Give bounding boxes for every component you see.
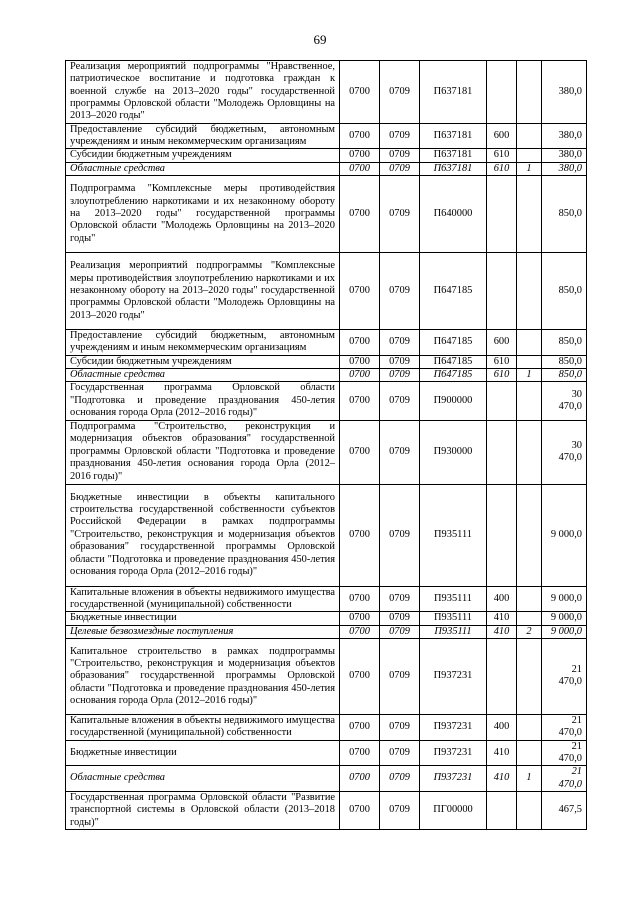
section-code-cell: 0700 — [340, 123, 380, 149]
subsection-code-cell: 0709 — [380, 612, 420, 625]
target-article-cell: П930000 — [420, 420, 487, 484]
subsection-code-cell: 0709 — [380, 369, 420, 382]
row-name-cell: Бюджетные инвестиции — [66, 612, 340, 625]
section-code-cell: 0700 — [340, 740, 380, 766]
funding-source-cell — [517, 253, 542, 330]
section-code-cell: 0700 — [340, 369, 380, 382]
funding-source-cell — [517, 420, 542, 484]
expense-type-cell: 410 — [487, 766, 517, 792]
expense-type-cell: 610 — [487, 355, 517, 368]
row-name-cell: Подпрограмма "Комплексные меры противодействия злоупотреблению наркотиками и их незаконному обороту на 2013–2020 годы" государственной программы Орловской области "Молодежь Орловщины на 2013–2020 годы" — [66, 176, 340, 253]
row-name-cell: Государственная программа Орловской области "Подготовка и проведение празднования 450-летия основания города Орла (2012–2016 годы)" — [66, 382, 340, 420]
subsection-code-cell: 0709 — [380, 791, 420, 829]
expense-type-cell: 400 — [487, 586, 517, 612]
expense-type-cell: 610 — [487, 162, 517, 175]
target-article-cell: П935111 — [420, 625, 487, 638]
expense-type-cell — [487, 638, 517, 714]
section-code-cell: 0700 — [340, 330, 380, 356]
amount-cell: 380,0 — [542, 123, 587, 149]
row-name-cell: Целевые безвозмездные поступления — [66, 625, 340, 638]
section-code-cell: 0700 — [340, 625, 380, 638]
row-name-cell: Бюджетные инвестиции в объекты капитального строительства государственной собственности субъектов Российской Федерации в рамках подпрограммы "Строительство, реконструкция и модернизация объектов образования" государственной программы Орловской области "Подготовка и проведение празднования 450-летия основания города Орла (2012–2016 годы)" — [66, 484, 340, 586]
funding-source-cell — [517, 484, 542, 586]
table-body — [66, 61, 587, 830]
table-row — [66, 382, 587, 420]
row-name-cell: Капитальные вложения в объекты недвижимого имущества государственной (муниципальной) собственности — [66, 586, 340, 612]
target-article-cell: П637181 — [420, 123, 487, 149]
section-code-cell: 0700 — [340, 638, 380, 714]
subsection-code-cell: 0709 — [380, 123, 420, 149]
section-code-cell: 0700 — [340, 791, 380, 829]
budget-table — [65, 60, 587, 830]
row-name-cell: Предоставление субсидий бюджетным, автономным учреждениям и иным некоммерческим организациям — [66, 330, 340, 356]
expense-type-cell: 610 — [487, 149, 517, 162]
expense-type-cell: 610 — [487, 369, 517, 382]
target-article-cell: П937231 — [420, 766, 487, 792]
amount-cell: 850,0 — [542, 369, 587, 382]
table-row — [66, 176, 587, 253]
row-name-cell: Областные средства — [66, 369, 340, 382]
target-article-cell: П937231 — [420, 638, 487, 714]
subsection-code-cell: 0709 — [380, 484, 420, 586]
amount-cell: 467,5 — [542, 791, 587, 829]
table-row — [66, 740, 587, 766]
subsection-code-cell: 0709 — [380, 766, 420, 792]
table-row — [66, 612, 587, 625]
funding-source-cell — [517, 586, 542, 612]
section-code-cell: 0700 — [340, 420, 380, 484]
funding-source-cell — [517, 61, 542, 124]
amount-cell: 9 000,0 — [542, 625, 587, 638]
expense-type-cell — [487, 176, 517, 253]
amount-cell: 21 470,0 — [542, 714, 587, 740]
row-name-cell: Капитальное строительство в рамках подпрограммы "Строительство, реконструкция и модернизация объектов образования" государственной программы Орловской области "Подготовка и проведение празднования 450-летия основания города Орла (2012–2016 годы)" — [66, 638, 340, 714]
amount-cell: 380,0 — [542, 162, 587, 175]
table-row — [66, 766, 587, 792]
subsection-code-cell: 0709 — [380, 61, 420, 124]
amount-cell: 9 000,0 — [542, 586, 587, 612]
target-article-cell: П647185 — [420, 330, 487, 356]
table-row — [66, 369, 587, 382]
target-article-cell: П637181 — [420, 61, 487, 124]
subsection-code-cell: 0709 — [380, 162, 420, 175]
row-name-cell: Бюджетные инвестиции — [66, 740, 340, 766]
table-row — [66, 791, 587, 829]
section-code-cell: 0700 — [340, 586, 380, 612]
amount-cell: 380,0 — [542, 61, 587, 124]
section-code-cell: 0700 — [340, 766, 380, 792]
row-name-cell: Реализация мероприятий подпрограммы "Комплексные меры противодействия злоупотреблению наркотиками и их незаконному обороту на 2013–2020 годы" государственной программы Орловской области "Молодежь Орловщины на 2013–2020 годы" — [66, 253, 340, 330]
amount-cell: 9 000,0 — [542, 484, 587, 586]
funding-source-cell — [517, 123, 542, 149]
amount-cell: 9 000,0 — [542, 612, 587, 625]
subsection-code-cell: 0709 — [380, 149, 420, 162]
section-code-cell: 0700 — [340, 176, 380, 253]
table-row — [66, 484, 587, 586]
funding-source-cell — [517, 176, 542, 253]
table-row — [66, 123, 587, 149]
target-article-cell: П637181 — [420, 162, 487, 175]
expense-type-cell — [487, 253, 517, 330]
funding-source-cell: 1 — [517, 369, 542, 382]
subsection-code-cell: 0709 — [380, 382, 420, 420]
target-article-cell: П647185 — [420, 369, 487, 382]
funding-source-cell: 1 — [517, 766, 542, 792]
page-number: 69 — [313, 32, 327, 47]
section-code-cell: 0700 — [340, 484, 380, 586]
row-name-cell: Субсидии бюджетным учреждениям — [66, 149, 340, 162]
subsection-code-cell: 0709 — [380, 176, 420, 253]
target-article-cell: П935111 — [420, 484, 487, 586]
expense-type-cell — [487, 420, 517, 484]
row-name-cell: Реализация мероприятий подпрограммы "Нравственное, патриотическое воспитание и подготовка граждан к военной службе на 2013–2020 годы" государственной программы Орловской области "Молодежь Орловщины на 2013–2020 годы" — [66, 61, 340, 124]
row-name-cell: Капитальные вложения в объекты недвижимого имущества государственной (муниципальной) собственности — [66, 714, 340, 740]
subsection-code-cell: 0709 — [380, 740, 420, 766]
amount-cell: 850,0 — [542, 176, 587, 253]
amount-cell: 21 470,0 — [542, 740, 587, 766]
subsection-code-cell: 0709 — [380, 253, 420, 330]
section-code-cell: 0700 — [340, 382, 380, 420]
target-article-cell: П647185 — [420, 355, 487, 368]
table-row — [66, 420, 587, 484]
table-row — [66, 625, 587, 638]
expense-type-cell: 600 — [487, 123, 517, 149]
table-row — [66, 253, 587, 330]
amount-cell: 21 470,0 — [542, 638, 587, 714]
amount-cell: 21 470,0 — [542, 766, 587, 792]
row-name-cell: Подпрограмма "Строительство, реконструкция и модернизация объектов образования" государственной программы Орловской области "Подготовка и проведение празднования 450-летия основания города Орла (2012–2016 годы)" — [66, 420, 340, 484]
row-name-cell: Государственная программа Орловской области "Развитие транспортной системы в Орловской области (2013–2018 годы)" — [66, 791, 340, 829]
amount-cell: 30 470,0 — [542, 420, 587, 484]
funding-source-cell — [517, 638, 542, 714]
subsection-code-cell: 0709 — [380, 714, 420, 740]
section-code-cell: 0700 — [340, 162, 380, 175]
row-name-cell: Предоставление субсидий бюджетным, автономным учреждениям и иным некоммерческим организациям — [66, 123, 340, 149]
funding-source-cell — [517, 330, 542, 356]
subsection-code-cell: 0709 — [380, 355, 420, 368]
section-code-cell: 0700 — [340, 253, 380, 330]
funding-source-cell — [517, 740, 542, 766]
table-row — [66, 162, 587, 175]
target-article-cell: П640000 — [420, 176, 487, 253]
table-row — [66, 149, 587, 162]
funding-source-cell — [517, 714, 542, 740]
row-name-cell: Областные средства — [66, 162, 340, 175]
subsection-code-cell: 0709 — [380, 420, 420, 484]
funding-source-cell: 1 — [517, 162, 542, 175]
subsection-code-cell: 0709 — [380, 586, 420, 612]
section-code-cell: 0700 — [340, 149, 380, 162]
expense-type-cell: 410 — [487, 740, 517, 766]
subsection-code-cell: 0709 — [380, 330, 420, 356]
expense-type-cell — [487, 791, 517, 829]
target-article-cell: П637181 — [420, 149, 487, 162]
table-row — [66, 638, 587, 714]
target-article-cell: П937231 — [420, 714, 487, 740]
target-article-cell: ПГ00000 — [420, 791, 487, 829]
expense-type-cell — [487, 61, 517, 124]
section-code-cell: 0700 — [340, 355, 380, 368]
subsection-code-cell: 0709 — [380, 625, 420, 638]
funding-source-cell — [517, 355, 542, 368]
target-article-cell: П900000 — [420, 382, 487, 420]
funding-source-cell — [517, 612, 542, 625]
table-row — [66, 61, 587, 124]
expense-type-cell: 600 — [487, 330, 517, 356]
target-article-cell: П647185 — [420, 253, 487, 330]
funding-source-cell — [517, 382, 542, 420]
expense-type-cell — [487, 484, 517, 586]
amount-cell: 850,0 — [542, 330, 587, 356]
expense-type-cell: 410 — [487, 625, 517, 638]
expense-type-cell — [487, 382, 517, 420]
amount-cell: 850,0 — [542, 253, 587, 330]
section-code-cell: 0700 — [340, 61, 380, 124]
amount-cell: 380,0 — [542, 149, 587, 162]
table-row — [66, 586, 587, 612]
section-code-cell: 0700 — [340, 714, 380, 740]
funding-source-cell — [517, 791, 542, 829]
subsection-code-cell: 0709 — [380, 638, 420, 714]
funding-source-cell — [517, 149, 542, 162]
table-row — [66, 355, 587, 368]
section-code-cell: 0700 — [340, 612, 380, 625]
amount-cell: 850,0 — [542, 355, 587, 368]
row-name-cell: Областные средства — [66, 766, 340, 792]
funding-source-cell: 2 — [517, 625, 542, 638]
table-row — [66, 714, 587, 740]
table-row — [66, 330, 587, 356]
target-article-cell: П935111 — [420, 612, 487, 625]
target-article-cell: П937231 — [420, 740, 487, 766]
expense-type-cell: 410 — [487, 612, 517, 625]
row-name-cell: Субсидии бюджетным учреждениям — [66, 355, 340, 368]
expense-type-cell: 400 — [487, 714, 517, 740]
amount-cell: 30 470,0 — [542, 382, 587, 420]
target-article-cell: П935111 — [420, 586, 487, 612]
